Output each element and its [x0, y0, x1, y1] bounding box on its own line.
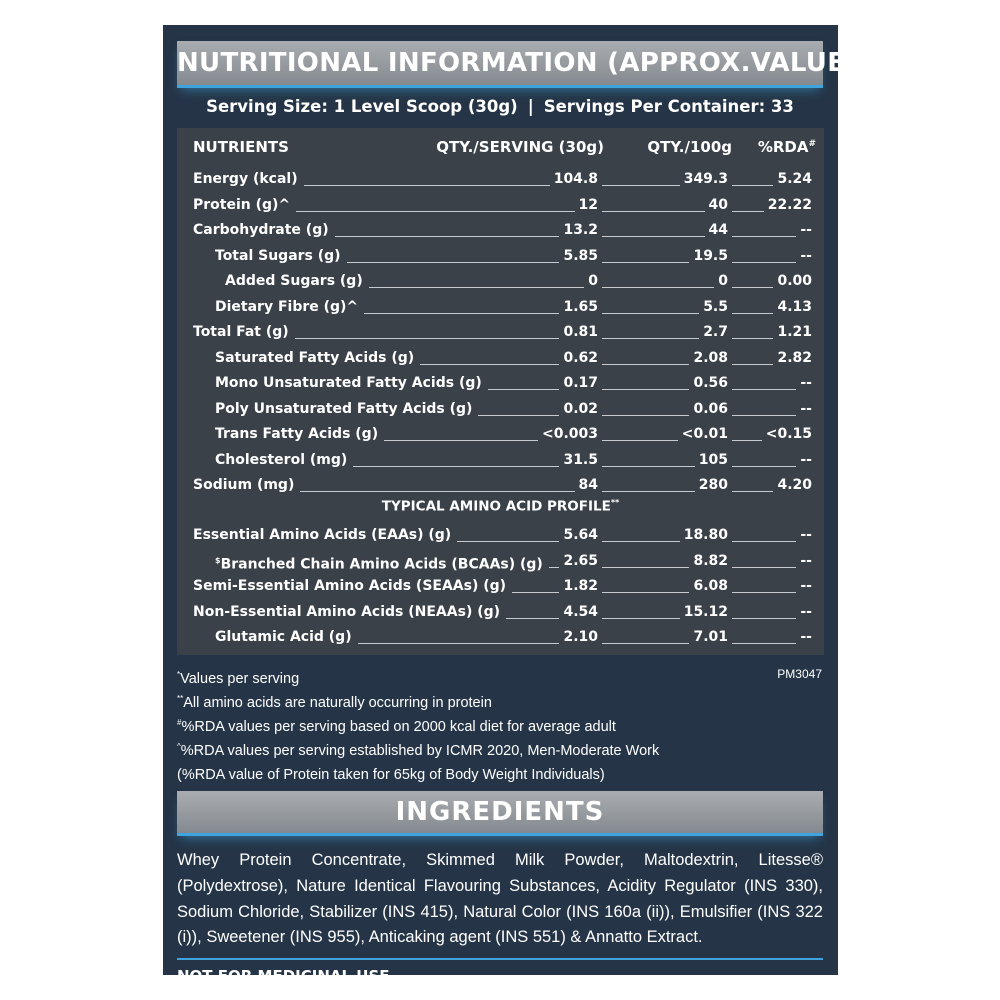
qty-per-serving: 2.10: [559, 626, 598, 648]
qty-per-100g: 18.80: [680, 524, 728, 546]
qty-per-100g: 349.3: [680, 168, 728, 190]
rda-value: 0.00: [773, 270, 812, 292]
nutrient-name-text: Essential Amino Acids (EAAs) (g): [193, 527, 452, 543]
rda-value: --: [796, 626, 812, 648]
qty-per-serving: 1.65: [559, 296, 598, 318]
nutrient-row: [177, 449, 824, 471]
nutrient-name: [193, 575, 512, 597]
nutrient-row: [177, 626, 824, 648]
leader-line: [296, 211, 596, 212]
nutrient-row: [177, 398, 824, 420]
rda-value: --: [796, 398, 812, 420]
qty-per-100g: 280: [695, 474, 728, 496]
nutrient-name: [193, 194, 296, 216]
rda-value: <0.15: [762, 423, 812, 445]
qty-per-serving: 2.65: [559, 550, 598, 572]
nutrient-name-text: Saturated Fatty Acids (g): [215, 349, 415, 366]
nutrition-table: [177, 128, 824, 655]
footnote: [177, 737, 697, 761]
nutrient-name: [215, 423, 384, 445]
qty-per-100g: 6.08: [689, 575, 728, 597]
nutrient-name-text: Dietary Fibre (g)^: [215, 298, 359, 315]
nutrient-name-text: Added Sugars (g): [225, 273, 363, 289]
leader-line: [295, 338, 596, 339]
rda-mark: #: [808, 139, 816, 149]
qty-per-serving: 0.81: [559, 321, 598, 343]
qty-per-100g: 0.06: [689, 398, 728, 420]
section-divider: [177, 958, 823, 960]
nutrient-name: [215, 626, 358, 648]
ingredients-text: Whey Protein Concentrate, Skimmed Milk Powder, Maltodextrin, Litesse® (Polydextrose), Nature Identical Flavouring Substances, Acidity Regulator (INS 330), Sodium Chloride, Stabilizer (INS 415), Natural Color (INS 160a (ii)), Emulsifier (INS 322 (i)), Sweetener (INS 955), Anticaking agent (INS 551) & Annatto Extract.: [177, 851, 823, 947]
nutrient-row: [177, 245, 824, 267]
product-code: PM3047: [777, 667, 822, 681]
nutrient-name-text: Poly Unsaturated Fatty Acids (g): [215, 400, 473, 417]
nutrient-row: [177, 372, 824, 394]
nutrient-row: [177, 347, 824, 369]
leader-line: [602, 287, 726, 288]
nutrient-prefix-mark: $: [215, 555, 221, 565]
amino-title-mark: **: [610, 498, 620, 507]
nutrient-name-text: Trans Fatty Acids (g): [215, 426, 379, 442]
nutrient-name: [193, 321, 295, 343]
ingredients-header: INGREDIENTS: [177, 791, 823, 836]
nutrient-name: [193, 474, 300, 496]
nutrient-name-text: Carbohydrate (g): [193, 222, 329, 238]
rda-value: 4.20: [773, 474, 812, 496]
footnotes: [177, 665, 697, 809]
nutrient-name-text: Total Fat (g): [193, 324, 289, 340]
nutrient-name: [193, 219, 335, 241]
rda-value: --: [796, 219, 812, 241]
rda-value: --: [796, 524, 812, 546]
rda-value: --: [796, 372, 812, 394]
nutrient-row: [177, 321, 824, 343]
qty-per-serving: 104.8: [550, 168, 598, 190]
nutrient-name-text: Sodium (mg): [193, 477, 295, 493]
nutrient-name: [215, 296, 364, 318]
qty-per-100g: 44: [705, 219, 728, 241]
qty-per-100g: 19.5: [689, 245, 728, 267]
label-panel: [163, 25, 888, 985]
rda-value: --: [796, 575, 812, 597]
footnote-mark: ^: [177, 742, 181, 752]
nutrient-row: [177, 524, 824, 546]
nutrition-header: NUTRITIONAL INFORMATION (APPROX.VALUES):: [177, 41, 823, 88]
nutrient-name-text: Mono Unsaturated Fatty Acids (g): [215, 375, 482, 391]
nutrient-name-text: Energy (kcal): [193, 171, 298, 187]
footnote-text: %RDA values per serving established by ICMR 2020, Men-Moderate Work: [180, 742, 660, 759]
nutrient-name-text: Branched Chain Amino Acids (BCAAs) (g): [220, 556, 543, 573]
footnote-text: (%RDA value of Protein taken for 65kg of Body Weight Individuals): [177, 766, 605, 783]
footnote-text: Values per serving: [180, 670, 300, 687]
nutrient-name-text: Glutamic Acid (g): [215, 629, 352, 645]
qty-per-serving: 5.64: [559, 524, 598, 546]
qty-per-serving: 84: [575, 474, 598, 496]
nutrient-row: [177, 296, 824, 318]
qty-per-serving: 0.62: [559, 347, 598, 369]
footnote: [177, 713, 697, 737]
rda-value: --: [796, 601, 812, 623]
qty-per-serving: <0.003: [538, 423, 598, 445]
nutrient-row: [177, 550, 824, 572]
qty-per-100g: 0: [714, 270, 728, 292]
qty-per-100g: 7.01: [689, 626, 728, 648]
qty-per-serving: 13.2: [559, 219, 598, 241]
nutrient-name: [215, 245, 347, 267]
nutrient-name: [215, 372, 488, 394]
qty-per-100g: 8.82: [689, 550, 728, 572]
qty-per-100g: 40: [705, 194, 728, 216]
nutrient-row: [177, 423, 824, 445]
nutrient-name-text: Protein (g)^: [193, 196, 291, 213]
nutrient-row: [177, 270, 824, 292]
servings-per-container: Servings Per Container: 33: [543, 97, 794, 116]
qty-per-100g: 2.08: [689, 347, 728, 369]
qty-per-serving: 31.5: [559, 449, 598, 471]
nutrient-row: [177, 474, 824, 496]
footnote: [177, 689, 697, 713]
nutrient-row: [177, 601, 824, 623]
nutrient-row: [177, 219, 824, 241]
qty-per-100g: 2.7: [699, 321, 728, 343]
nutrient-row: [177, 194, 824, 216]
nutrient-name: [215, 398, 478, 420]
nutrient-name-text: Non-Essential Amino Acids (NEAAs) (g): [193, 603, 501, 620]
leader-line: [335, 236, 596, 237]
qty-per-100g: 105: [695, 449, 728, 471]
amino-profile-title: [177, 498, 824, 515]
nutrient-name: [215, 449, 353, 471]
rda-value: 1.21: [773, 321, 812, 343]
serving-info: [177, 97, 823, 116]
col-header-per-serving: QTY./SERVING (30g): [436, 138, 604, 156]
leader-line: [369, 287, 596, 288]
serving-size: Serving Size: 1 Level Scoop (30g): [206, 97, 518, 116]
qty-per-100g: 0.56: [689, 372, 728, 394]
leader-line: [300, 491, 596, 492]
footnote-mark: **: [177, 694, 184, 704]
qty-per-serving: 12: [575, 194, 598, 216]
footnote-mark: *: [177, 670, 181, 679]
nutrient-name-text: Semi-Essential Amino Acids (SEAAs) (g): [193, 578, 507, 594]
qty-per-serving: 0: [584, 270, 598, 292]
qty-per-serving: 1.82: [559, 575, 598, 597]
rda-value: --: [796, 550, 812, 572]
rda-value: 2.82: [773, 347, 812, 369]
rda-value: 4.13: [773, 296, 812, 318]
col-header-nutrients: NUTRIENTS: [193, 138, 289, 156]
footnote: [177, 665, 697, 689]
nutrient-row: [177, 168, 824, 190]
qty-per-100g: <0.01: [678, 423, 728, 445]
nutrient-name: [193, 601, 506, 623]
qty-per-100g: 15.12: [680, 601, 728, 623]
footnote-mark: #: [177, 718, 182, 728]
footnote-text: All amino acids are naturally occurring in protein: [183, 694, 492, 711]
rda-value: --: [796, 245, 812, 267]
qty-per-serving: 0.17: [559, 372, 598, 394]
rda-value: 5.24: [773, 168, 812, 190]
qty-per-serving: 4.54: [559, 601, 598, 623]
nutrient-name: [215, 347, 420, 369]
nutrient-name-text: Total Sugars (g): [215, 247, 341, 264]
serving-separator: |: [527, 97, 534, 116]
nutrient-name-text: Cholesterol (mg): [215, 451, 348, 468]
col-header-rda: [758, 138, 816, 156]
footnote: [177, 761, 697, 785]
cut-off-heading: NOT FOR MEDICINAL USE: [177, 967, 390, 985]
qty-per-100g: 5.5: [699, 296, 728, 318]
qty-per-serving: 0.02: [559, 398, 598, 420]
rda-value: --: [796, 449, 812, 471]
rda-label: %RDA: [757, 138, 809, 156]
col-header-per-100g: QTY./100g: [647, 138, 732, 156]
footnote-text: %RDA values per serving based on 2000 kcal diet for average adult: [181, 718, 616, 735]
nutrient-name: [193, 524, 457, 546]
nutrient-name: [193, 168, 304, 190]
rda-value: 22.22: [764, 194, 812, 216]
nutrient-name: [215, 550, 549, 576]
amino-title-text: TYPICAL AMINO ACID PROFILE: [381, 498, 611, 515]
qty-per-serving: 5.85: [559, 245, 598, 267]
nutrient-name: [225, 270, 369, 292]
nutrient-row: [177, 575, 824, 597]
